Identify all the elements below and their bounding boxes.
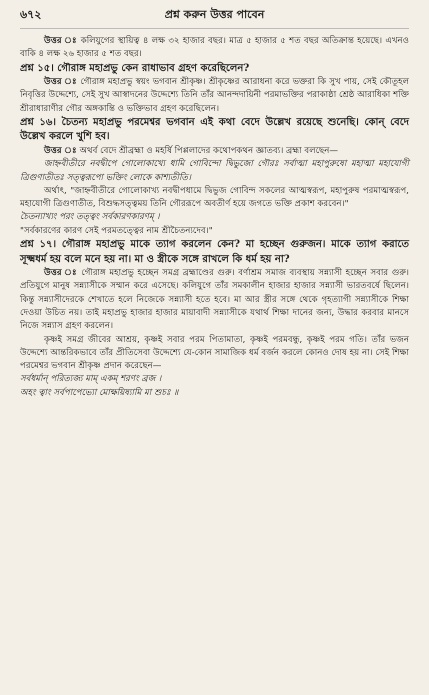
answer-label: উত্তর ঃ (44, 36, 81, 46)
sanskrit-verse-line: চৈতন্যাখ্যং পরং তত্ত্বং সর্বকারণকারণম্ । (20, 212, 160, 223)
question-heading: প্রশ্ন ১৬। চৈতন্য মহাপ্রভু পরমেশ্বর ভগবান এই কথা বেদে উল্লেখ রয়েছে শুনেছি। কোন্ বেদে উল্লেখ করলে খুশি হব। (20, 116, 409, 143)
sanskrit-verse-line: সর্বধর্মান্ পরিত্যজ্য মাম্ একম্ শরণং ব্রজ । (20, 374, 162, 385)
question-heading: প্রশ্ন ১৭। গৌরাঙ্গ মহাপ্রভু মাকে ত্যাগ করলেন কেন? মা হচ্ছেন গুরুজন। মাকে ত্যাগ করাতে সূক্ষ্মধর্ম হয় বলে মনে হয় না। মা ও স্ত্রীকে সঙ্গে রাখলে কি ধর্ম হয় না? (20, 239, 409, 265)
page-number: ৬৭২ (20, 8, 42, 21)
body-paragraph: অর্থাৎ, "জাহ্নবীতীরে গোলোকাখ্য নবদ্বীপধামে দ্বিভুজ গোবিন্দ সকলের আত্মস্বরূপ, মহাপুরুষ পরমাত্মস্বরূপ, মহাযোগী ত্রিগুণাতীত, বিশুদ্ধসত্ত্বময় তিনি গৌররূপে অবতীর্ণ হয়ে জগতে ভক্তি প্রকাশ করবেন।" (20, 185, 409, 210)
page-body (20, 35, 409, 400)
answer-paragraph (20, 35, 409, 62)
answer-label: উত্তর ঃ (44, 77, 81, 88)
page-header (20, 6, 409, 29)
answer-text: কলিযুগের স্থায়িত্ব ৪ লক্ষ ৩২ হাজার বছর। মাত্র ৫ হাজার ৫ শত বছর অতিক্রান্ত হয়েছে। এখনও বাকি ৪ লক্ষ ২৬ হাজার ৫ শত বছর। (20, 36, 409, 60)
question-heading: প্রশ্ন ১৫। গৌরাঙ্গ মহাপ্রভু কেন রাধাভাব গ্রহণ করেছিলেন? (20, 62, 250, 74)
answer-label: উত্তর ঃ (44, 145, 80, 156)
answer-text: অথর্ব বেদে শ্রীব্রহ্মা ও মহর্ষি পিপ্পলাদের কথোপকথন জ্ঞাতব্য। ব্রহ্মা বলছেন— (79, 145, 338, 156)
sanskrit-verse-line: অহং ত্বাং সর্বপাপেভ্যো মোক্ষয়িষ্যামি মা শুচঃ ॥ (20, 387, 179, 398)
body-paragraph: কৃষ্ণই সমগ্র জীবের আশ্রয়, কৃষ্ণই সবার পরম পিতামাতা, কৃষ্ণই পরমবন্ধু, কৃষ্ণই পরম গতি। তাঁর ভজন উদ্দেশ্যে আন্তরিকভাবে তাঁর প্রীতিসেবা উদ্দেশ্যে যে-কোন সামাজিক ধর্ম বর্জন করলে কোনও দোষ হয় না। সেই শিক্ষা পরমেশ্বর ভগবান শ্রীকৃষ্ণ প্রদান করেছেন— (20, 334, 409, 372)
quote-line: "সর্বকারণের কারণ সেই পরমতত্ত্বের নাম শ্রীচৈতন্যদেব।" (20, 225, 213, 236)
answer-label: উত্তর ঃ (44, 268, 82, 279)
answer-paragraph (20, 76, 409, 116)
answer-paragraph (20, 145, 409, 158)
answer-text: গৌরাঙ্গ মহাপ্রভু হচ্ছেন সমগ্র ব্রহ্মাণ্ডের গুরু। বর্ণাশ্রম সমাজ ব্যবস্থায় সন্ন্যাসী হচ্ছেন সবার গুরু। প্রতিযুগে মানুষ সন্ন্যাসীকে সম্মান করে এসেছে। কলিযুগে তাঁর সমকালীন হাজার হাজার সন্ন্যাসী ভারতবর্ষে ছিলেন। কিন্তু সন্ন্যাসীদেরকে শেখাতে হলে নিজেকে সন্ন্যাসী হতে হবে। মা আর স্ত্রীর সঙ্গে থেকে গৃহত্যাগী সন্ন্যাসীকে শিক্ষা দেওয়া উচিত নয়। তাই মহাপ্রভু হাজার হাজার মায়াবাদী সন্ন্যাসীকে যথার্থ শিক্ষা দানের জন্য, উদ্ধার করবার মানসে নিজে সন্ন্যাস গ্রহণ করলেন। (20, 268, 409, 332)
answer-text: গৌরাঙ্গ মহাপ্রভু স্বয়ং ভগবান শ্রীকৃষ্ণ। শ্রীকৃষ্ণের আরাধনা করে ভক্তরা কি সুখ পায়, সেই কৌতূহল নিবৃত্তির উদ্দেশ্যে, সেই সুখ আস্বাদনের উদ্দেশ্যে তিনি তাঁর আনন্দদায়িনী পরমাভক্তির পরাকাষ্ঠা শ্রেষ্ঠ আরাধিকা শক্তি শ্রীরাধারাণীর গৌর অঙ্গকান্তি ও ভক্তিভাব গ্রহণ করেছিলেন। (20, 77, 409, 114)
running-title: প্রশ্ন করুন উত্তর পাবেন (164, 8, 265, 21)
sanskrit-verse: জাহ্নবীতীরে নবদ্বীপে গোলোকাখ্যে ধামি গোবিন্দো দ্বিভুজো গৌরঃ সর্বাত্মা মহাপুরুষো মহাত্মা মহাযোগী ত্রিগুণাতীতঃ সত্ত্বরূপো ভক্তিং লোকে কাশ্যতীতি। (20, 159, 409, 183)
answer-paragraph (20, 267, 409, 333)
